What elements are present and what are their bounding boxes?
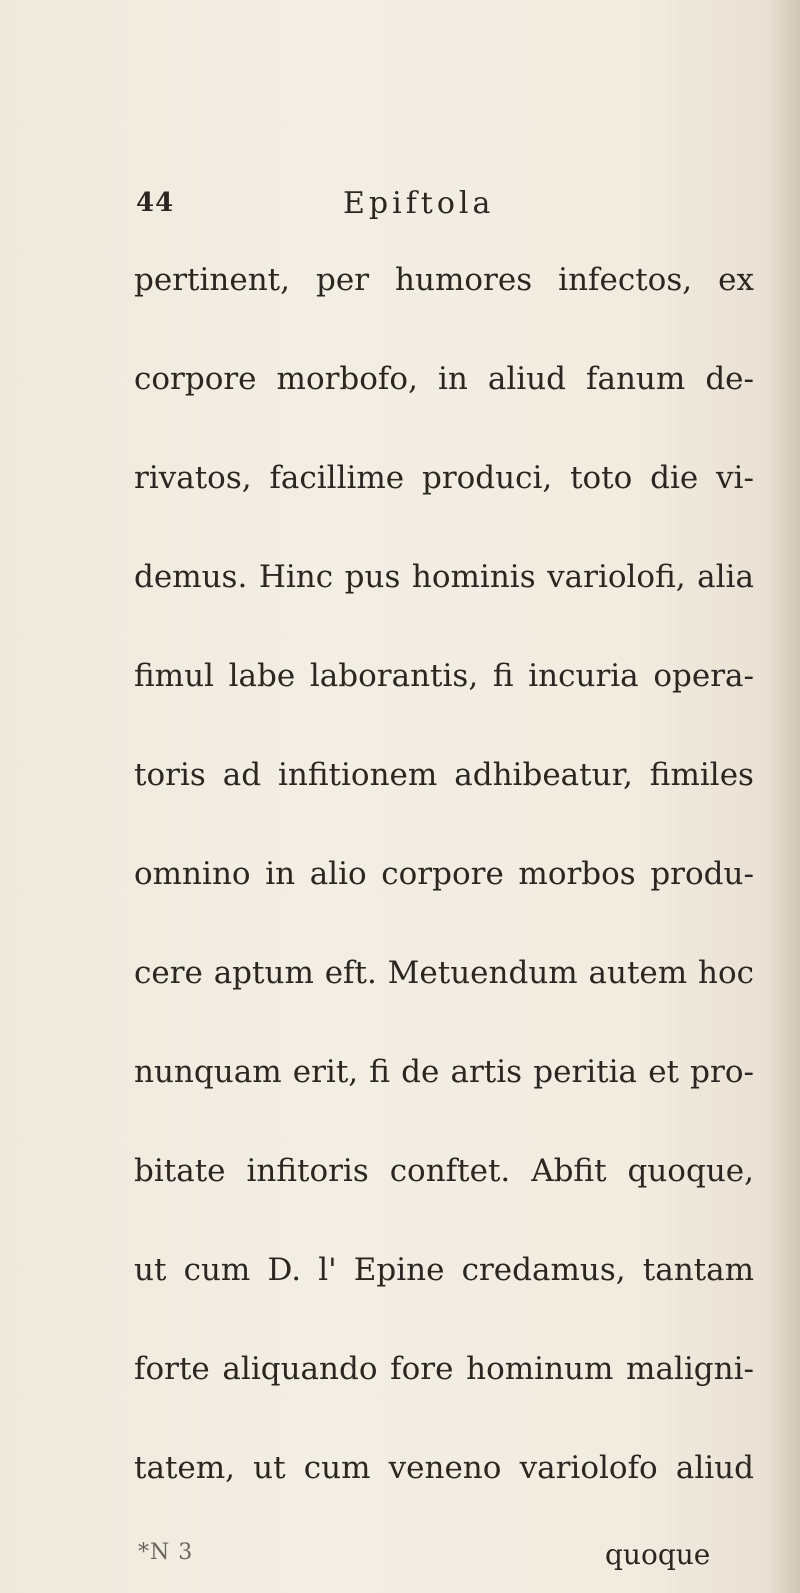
word: infitionem	[278, 757, 438, 793]
word: alio	[309, 856, 367, 892]
word: aliud	[487, 361, 566, 397]
word: produ-	[650, 856, 754, 892]
word: cere	[134, 955, 203, 991]
page-number: 44	[136, 188, 175, 218]
word: morbos	[518, 856, 636, 892]
word: Abfit	[531, 1153, 607, 1189]
word: in	[437, 361, 468, 397]
word: D.	[267, 1252, 302, 1288]
catchword: quoque	[605, 1538, 711, 1571]
word: hominum	[466, 1351, 614, 1387]
word: rivatos,	[134, 460, 252, 496]
word: toto	[570, 460, 633, 496]
text-line	[134, 458, 754, 498]
word: Epine	[353, 1252, 445, 1288]
word: artis	[450, 1054, 523, 1090]
word: quoque,	[627, 1153, 754, 1189]
word: l'	[318, 1252, 337, 1288]
word: de	[401, 1054, 440, 1090]
word: ut	[253, 1450, 286, 1486]
text-line	[134, 1151, 754, 1191]
word: fimul	[134, 658, 214, 694]
word: maligni-	[626, 1351, 754, 1387]
word: laborantis,	[309, 658, 479, 694]
word: et	[648, 1054, 679, 1090]
word: aptum	[213, 955, 314, 991]
word: cum	[303, 1450, 371, 1486]
word: de-	[705, 361, 754, 397]
text-line	[134, 260, 754, 300]
word: fi	[492, 658, 514, 694]
word: ex	[718, 262, 754, 298]
word: peritia	[533, 1054, 638, 1090]
word: vi-	[716, 460, 754, 496]
word: credamus,	[461, 1252, 626, 1288]
word: fanum	[586, 361, 686, 397]
running-head: Epiftola	[343, 186, 495, 221]
word: hoc	[698, 955, 754, 991]
word: per	[316, 262, 370, 298]
text-line	[134, 1349, 754, 1389]
word: nunquam	[134, 1054, 282, 1090]
text-line	[134, 1052, 754, 1092]
word: ad	[222, 757, 262, 793]
word: corpore	[134, 361, 257, 397]
word: labe	[228, 658, 296, 694]
word: opera-	[653, 658, 754, 694]
word: morbofo,	[276, 361, 418, 397]
text-line	[134, 854, 754, 894]
word: forte	[134, 1351, 210, 1387]
word: demus.	[134, 559, 248, 595]
word: pus	[344, 559, 401, 595]
word: fore	[390, 1351, 454, 1387]
word: infectos,	[558, 262, 693, 298]
word: cum	[183, 1252, 251, 1288]
word: fi	[369, 1054, 390, 1090]
word: tatem,	[134, 1450, 235, 1486]
page-header	[0, 188, 800, 238]
word: erit,	[292, 1054, 359, 1090]
word: ut	[134, 1252, 167, 1288]
word: in	[265, 856, 296, 892]
text-line	[134, 1448, 754, 1488]
word: variolofi,	[547, 559, 686, 595]
word: humores	[395, 262, 533, 298]
text-line	[134, 755, 754, 795]
word: infitoris	[246, 1153, 369, 1189]
text-line	[134, 1250, 754, 1290]
text-line	[134, 656, 754, 696]
word: Hinc	[258, 559, 334, 595]
word: pro-	[690, 1054, 754, 1090]
text-line	[134, 953, 754, 993]
word: bitate	[134, 1153, 226, 1189]
word: adhibeatur,	[454, 757, 633, 793]
word: tantam	[642, 1252, 754, 1288]
word: corpore	[381, 856, 504, 892]
word: eft.	[324, 955, 377, 991]
word: toris	[134, 757, 206, 793]
word: aliquando	[222, 1351, 378, 1387]
word: facillime	[269, 460, 405, 496]
word: pertinent,	[134, 262, 290, 298]
word: conftet.	[389, 1153, 511, 1189]
word: variolofo	[519, 1450, 658, 1486]
word: fimiles	[649, 757, 754, 793]
text-line	[134, 557, 754, 597]
word: autem	[588, 955, 688, 991]
word: hominis	[411, 559, 536, 595]
word: incuria	[528, 658, 639, 694]
word: omnino	[134, 856, 251, 892]
signature-mark: *N 3	[138, 1540, 194, 1565]
word: die	[650, 460, 699, 496]
text-line	[134, 359, 754, 399]
word: produci,	[421, 460, 553, 496]
word: alia	[697, 559, 754, 595]
word: aliud	[675, 1450, 754, 1486]
word: veneno	[388, 1450, 502, 1486]
word: Metuendum	[387, 955, 578, 991]
